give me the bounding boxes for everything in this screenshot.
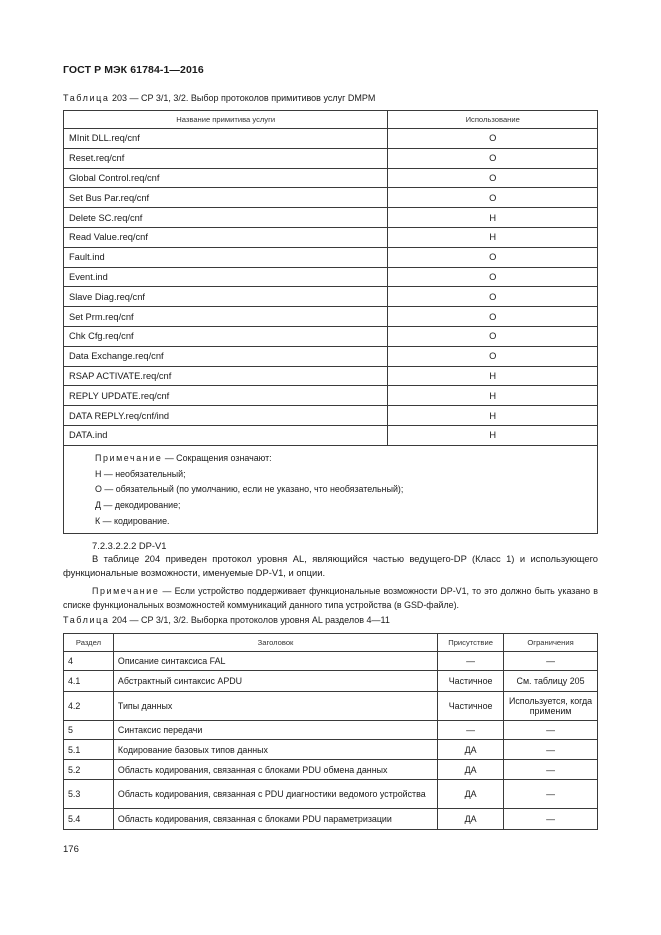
table-row	[64, 208, 598, 228]
limits-value: —	[504, 652, 598, 671]
note-line: О — обязательный (по умолчанию, если не указано, что необязательный);	[95, 484, 404, 495]
note-line: Д — декодирование;	[95, 500, 181, 511]
note-line: К — кодирование.	[95, 515, 170, 526]
presence-value: ДА	[438, 740, 504, 760]
section-title: Синтаксис передачи	[113, 721, 437, 740]
usage-value: O	[388, 307, 598, 327]
usage-value: O	[388, 287, 598, 307]
table-row	[64, 740, 598, 760]
section-paragraph: В таблице 204 приведен протокол уровня AL, являющийся частью ведущего-DP (Класс 1) и использующего функциональные возможности, именуемые DP-V1, и опции.	[63, 553, 598, 578]
column-header-usage: Использование	[388, 111, 598, 129]
table-row	[64, 267, 598, 287]
limits-value: —	[504, 760, 598, 780]
primitive-name: Read Value.req/cnf	[64, 227, 388, 247]
table-row	[64, 148, 598, 168]
section-title: Описание синтаксиса FAL	[113, 652, 437, 671]
presence-value: Частичное	[438, 692, 504, 721]
column-header-presence: Присутствие	[438, 634, 504, 652]
table-row	[64, 809, 598, 830]
note-intro-text: — Сокращения означают:	[162, 452, 272, 463]
table-row	[64, 671, 598, 692]
table-row	[64, 168, 598, 188]
limits-value: Используется, когда применим	[504, 692, 598, 721]
note-text: — Если устройство поддерживает функциональные возможности DP-V1, то это должно быть указано в списке функциональных возможностей коммуникаций данного типа устройства (в GSD-файле).	[63, 586, 598, 610]
section-title: Область кодирования, связанная с блоками PDU обмена данных	[113, 760, 437, 780]
primitive-name: DATA.ind	[64, 425, 388, 445]
presence-value: ДА	[438, 809, 504, 830]
table-row	[64, 188, 598, 208]
table-row	[64, 287, 598, 307]
table-row	[64, 346, 598, 366]
usage-value: H	[388, 425, 598, 445]
usage-value: O	[388, 247, 598, 267]
primitive-name: Delete SC.req/cnf	[64, 208, 388, 228]
section-title: Абстрактный синтаксис APDU	[113, 671, 437, 692]
section-number: 5.3	[64, 780, 114, 809]
column-header-limits: Ограничения	[504, 634, 598, 652]
column-header-name: Название примитива услуги	[64, 111, 388, 129]
table-row	[64, 129, 598, 149]
primitive-name: MInit DLL.req/cnf	[64, 129, 388, 149]
table-row	[64, 307, 598, 327]
primitive-name: RSAP ACTIVATE.req/cnf	[64, 366, 388, 386]
section-heading: 7.2.3.2.2.2 DP-V1	[92, 540, 167, 551]
caption-word: Таблица	[63, 615, 110, 625]
caption-word: Таблица	[63, 93, 110, 103]
section-number: 4	[64, 652, 114, 671]
primitive-name: Event.ind	[64, 267, 388, 287]
primitive-name: Fault.ind	[64, 247, 388, 267]
usage-value: H	[388, 208, 598, 228]
section-title: Область кодирования, связанная с PDU диагностики ведомого устройства	[113, 780, 437, 809]
table-row	[64, 721, 598, 740]
note-line: Н — необязательный;	[95, 468, 186, 479]
section-note	[63, 585, 598, 612]
note-intro	[95, 451, 577, 467]
table-row	[64, 692, 598, 721]
table-204	[63, 633, 598, 830]
usage-value: O	[388, 148, 598, 168]
usage-value: H	[388, 227, 598, 247]
usage-value: O	[388, 129, 598, 149]
primitive-name: Data Exchange.req/cnf	[64, 346, 388, 366]
section-number: 4.1	[64, 671, 114, 692]
primitive-name: Global Control.req/cnf	[64, 168, 388, 188]
usage-value: H	[388, 366, 598, 386]
section-number: 4.2	[64, 692, 114, 721]
note-word: Примечание	[92, 586, 160, 596]
caption-text: 203 — CP 3/1, 3/2. Выбор протоколов примитивов услуг DMPM	[109, 93, 376, 103]
presence-value: —	[438, 721, 504, 740]
presence-value: ДА	[438, 780, 504, 809]
table-row	[64, 406, 598, 426]
usage-value: O	[388, 346, 598, 366]
primitive-name: Reset.req/cnf	[64, 148, 388, 168]
section-number: 5.4	[64, 809, 114, 830]
page-number: 176	[63, 844, 79, 855]
table-row	[64, 247, 598, 267]
limits-value: —	[504, 780, 598, 809]
table-204-caption	[63, 615, 390, 625]
section-number: 5.2	[64, 760, 114, 780]
usage-value: O	[388, 168, 598, 188]
note-word: Примечание	[95, 452, 163, 463]
table-203	[63, 110, 598, 534]
document-header: ГОСТ Р МЭК 61784-1—2016	[63, 64, 204, 76]
section-title: Типы данных	[113, 692, 437, 721]
presence-value: —	[438, 652, 504, 671]
primitive-name: Set Prm.req/cnf	[64, 307, 388, 327]
primitive-name: Slave Diag.req/cnf	[64, 287, 388, 307]
table-row	[64, 326, 598, 346]
limits-value: См. таблицу 205	[504, 671, 598, 692]
section-title: Кодирование базовых типов данных	[113, 740, 437, 760]
limits-value: —	[504, 740, 598, 760]
table-row	[64, 425, 598, 445]
table-row	[64, 227, 598, 247]
presence-value: ДА	[438, 760, 504, 780]
table-row	[64, 386, 598, 406]
usage-value: H	[388, 386, 598, 406]
table-header-row	[64, 634, 598, 652]
presence-value: Частичное	[438, 671, 504, 692]
section-title: Область кодирования, связанная с блоками PDU параметризации	[113, 809, 437, 830]
limits-value: —	[504, 809, 598, 830]
caption-text: 204 — CP 3/1, 3/2. Выборка протоколов уровня AL разделов 4—11	[109, 615, 390, 625]
column-header-title: Заголовок	[113, 634, 437, 652]
primitive-name: DATA REPLY.req/cnf/ind	[64, 406, 388, 426]
primitive-name: Set Bus Par.req/cnf	[64, 188, 388, 208]
table-row	[64, 760, 598, 780]
limits-value: —	[504, 721, 598, 740]
table-row	[64, 366, 598, 386]
primitive-name: Chk Cfg.req/cnf	[64, 326, 388, 346]
primitive-name: REPLY UPDATE.req/cnf	[64, 386, 388, 406]
table-note-row	[64, 445, 598, 533]
table-note	[64, 445, 598, 533]
table-header-row	[64, 111, 598, 129]
usage-value: H	[388, 406, 598, 426]
section-number: 5	[64, 721, 114, 740]
section-number: 5.1	[64, 740, 114, 760]
usage-value: O	[388, 267, 598, 287]
usage-value: O	[388, 326, 598, 346]
table-203-caption	[63, 93, 375, 103]
table-row	[64, 652, 598, 671]
usage-value: O	[388, 188, 598, 208]
column-header-section: Раздел	[64, 634, 114, 652]
table-row	[64, 780, 598, 809]
